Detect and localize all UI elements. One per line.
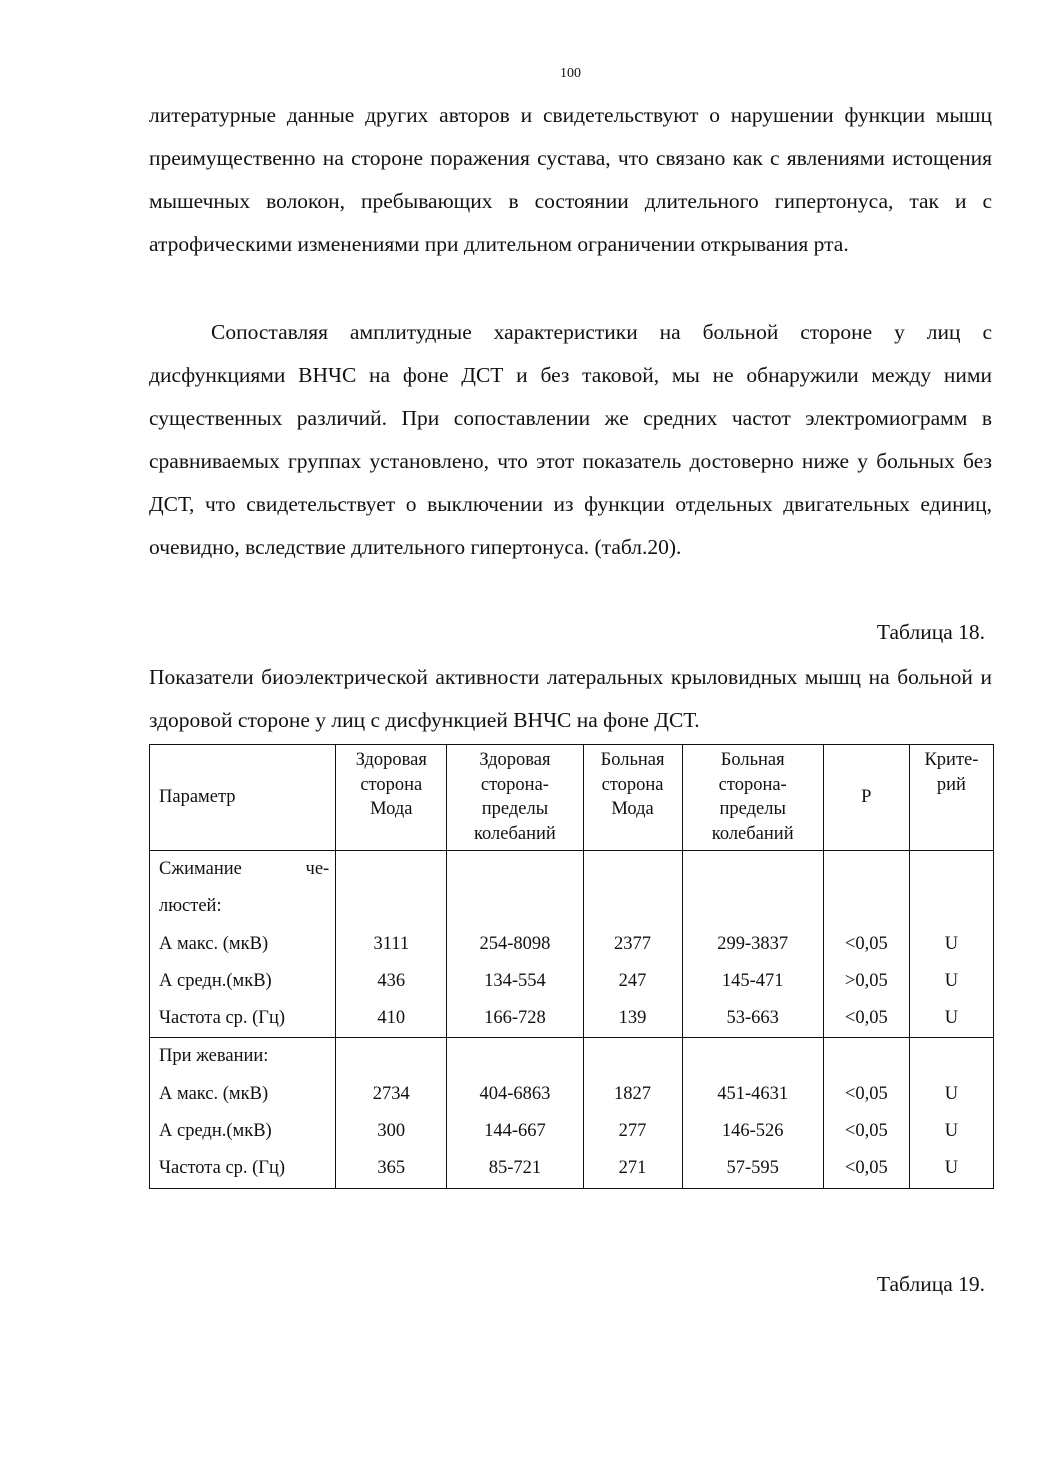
healthy-range-cell: 404-6863 144-667 85-721 [447, 1038, 583, 1188]
healthy-mode-cell: 2734 300 365 [336, 1038, 447, 1188]
criterion-cell: U U U [909, 851, 993, 1038]
header-healthy-mode: Здоровая сторона Мода [336, 745, 447, 851]
param-cell: Сжимание че- люстей: А макс. (мкВ) А средн.(мкВ) Частота ср. (Гц) [150, 851, 336, 1038]
header-param: Параметр [150, 745, 336, 851]
header-affected-range: Больная сторона- пределы колебаний [682, 745, 823, 851]
p-cell: <0,05 <0,05 <0,05 [823, 1038, 909, 1188]
table-18-caption: Показатели биоэлектрической активности латеральных крыловидных мышц на больной и здоровой стороне у лиц с дисфункцией ВНЧС на фоне ДСТ. [149, 665, 992, 732]
header-healthy-range: Здоровая сторона- пределы колебаний [447, 745, 583, 851]
table-group-clenching [150, 851, 994, 1038]
paragraph-1: литературные данные других авторов и свидетельствуют о нарушении функции мышц преимущественно на стороне поражения сустава, что связано как с явлениями истощения мышечных волокон, пребывающих в состоянии длительного гипертонуса, так и с атрофическими изменениями при длительном ограничении открывания рта. [149, 103, 992, 256]
header-criterion: Крите- рий [909, 745, 993, 851]
page-number: 100 [560, 66, 581, 81]
table-18-label: Таблица 18. [876, 620, 985, 644]
affected-mode-cell: 1827 277 271 [583, 1038, 682, 1188]
affected-range-cell: 299-3837 145-471 53-663 [682, 851, 823, 1038]
affected-mode-cell: 2377 247 139 [583, 851, 682, 1038]
header-p: Р [823, 745, 909, 851]
p-cell: <0,05 >0,05 <0,05 [823, 851, 909, 1038]
affected-range-cell: 451-4631 146-526 57-595 [682, 1038, 823, 1188]
paragraph-2: Сопоставляя амплитудные характеристики на больной стороне у лиц с дисфункциями ВНЧС на фоне ДСТ и без таковой, мы не обнаружили между ними существенных различий. При сопоставлении же средних частот электромиограмм в сравниваемых группах установлено, что этот показатель достоверно ниже у больных без ДСТ, что свидетельствует о выключении из функции отдельных двигательных единиц, очевидно, вследствие длительного гипертонуса. (табл.20). [149, 320, 992, 559]
table-header-row [150, 745, 994, 851]
header-affected-mode: Больная сторона Мода [583, 745, 682, 851]
criterion-cell: U U U [909, 1038, 993, 1188]
healthy-mode-cell: 3111 436 410 [336, 851, 447, 1038]
table-19-label: Таблица 19. [876, 1272, 985, 1296]
healthy-range-cell: 254-8098 134-554 166-728 [447, 851, 583, 1038]
table-group-chewing [150, 1038, 994, 1188]
param-cell: При жевании: А макс. (мкВ) А средн.(мкВ) Частота ср. (Гц) [150, 1038, 336, 1188]
table-18 [149, 744, 994, 1189]
